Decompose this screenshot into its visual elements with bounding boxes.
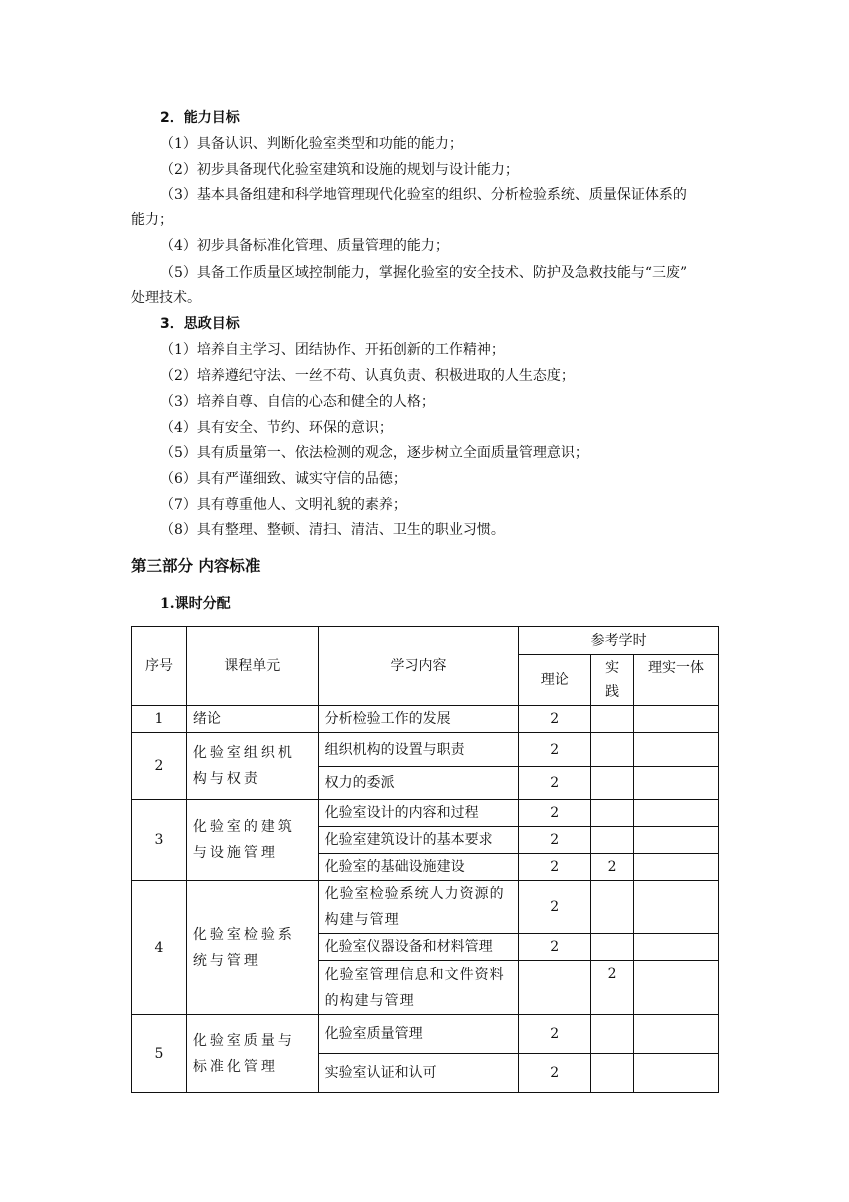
- cell-integrated: [634, 1054, 719, 1093]
- cell-integrated: [634, 1015, 719, 1054]
- cell-content: 化验室的基础设施建设: [318, 854, 519, 881]
- cell-practice: 2: [591, 854, 634, 881]
- ideology-item: （5）具有质量第一、依法检测的观念，逐步树立全面质量管理意识；: [160, 445, 589, 461]
- header-practice: [591, 655, 634, 706]
- header-integrated: 理实一体: [634, 655, 719, 706]
- table-row: [132, 881, 719, 934]
- cell-content: 组织机构的设置与职责: [318, 733, 519, 767]
- cell-theory: 2: [519, 854, 591, 881]
- cell-integrated: [634, 934, 719, 961]
- cell-integrated: [634, 881, 719, 934]
- ability-heading: 2．能力目标: [160, 110, 240, 126]
- cell-content: 分析检验工作的发展: [318, 706, 519, 733]
- header-theory: 理论: [519, 655, 591, 706]
- class-hours-table: [131, 626, 719, 1093]
- cell-theory: 2: [519, 934, 591, 961]
- ability-item: （2）初步具备现代化验室建筑和设施的规划与设计能力；: [160, 162, 519, 178]
- header-hours: 参考学时: [519, 627, 719, 655]
- ideology-item: （6）具有严谨细致、诚实守信的品德；: [160, 471, 407, 487]
- cell-content: 化验室设计的内容和过程: [318, 800, 519, 827]
- ability-item-cont: 能力；: [131, 212, 173, 228]
- cell-practice: [591, 934, 634, 961]
- ability-item: （1）具备认识、判断化验室类型和功能的能力；: [160, 136, 463, 152]
- table-row: [132, 800, 719, 827]
- cell-content: 化验室管理信息和文件资料的构建与管理: [318, 961, 519, 1015]
- cell-no: 5: [132, 1015, 187, 1093]
- cell-theory: 2: [519, 827, 591, 854]
- cell-unit: 化验室检验系统与管理: [186, 881, 318, 1015]
- cell-content: 化验室仪器设备和材料管理: [318, 934, 519, 961]
- cell-practice: [591, 881, 634, 934]
- cell-integrated: [634, 854, 719, 881]
- cell-practice: [591, 767, 634, 800]
- ability-item-cont: 处理技术。: [131, 290, 201, 306]
- cell-no: 4: [132, 881, 187, 1015]
- ideology-item: （7）具有尊重他人、文明礼貌的素养；: [160, 497, 407, 513]
- section-subtitle: 1.课时分配: [160, 596, 231, 612]
- cell-integrated: [634, 706, 719, 733]
- ability-item: （4）初步具备标准化管理、质量管理的能力；: [160, 238, 449, 254]
- header-content: 学习内容: [318, 627, 519, 706]
- cell-content: 权力的委派: [318, 767, 519, 800]
- cell-theory: 2: [519, 881, 591, 934]
- cell-no: 1: [132, 706, 187, 733]
- cell-theory: 2: [519, 733, 591, 767]
- cell-theory: [519, 961, 591, 1015]
- cell-unit: 化验室的建筑与设施管理: [186, 800, 318, 881]
- header-practice-a: 实: [605, 660, 620, 676]
- cell-practice: [591, 706, 634, 733]
- cell-integrated: [634, 961, 719, 1015]
- ideology-item: （2）培养遵纪守法、一丝不苟、认真负责、积极进取的人生态度；: [160, 368, 575, 384]
- cell-theory: 2: [519, 706, 591, 733]
- ideology-item: （3）培养自尊、自信的心态和健全的人格；: [160, 394, 435, 410]
- table-row: [132, 706, 719, 733]
- cell-theory: 2: [519, 800, 591, 827]
- cell-theory: 2: [519, 1015, 591, 1054]
- cell-theory: 2: [519, 1054, 591, 1093]
- header-practice-b: 践: [605, 684, 620, 700]
- cell-practice: 2: [591, 961, 634, 1015]
- cell-no: 2: [132, 733, 187, 800]
- table-row: [132, 733, 719, 767]
- cell-unit: 化验室组织机构与权责: [186, 733, 318, 800]
- cell-content: 化验室质量管理: [318, 1015, 519, 1054]
- ideology-heading: 3．思政目标: [160, 316, 240, 332]
- cell-unit: 绪论: [186, 706, 318, 733]
- cell-integrated: [634, 827, 719, 854]
- cell-practice: [591, 827, 634, 854]
- cell-no: 3: [132, 800, 187, 881]
- cell-integrated: [634, 800, 719, 827]
- cell-unit: 化验室质量与标准化管理: [186, 1015, 318, 1093]
- cell-content: 实验室认证和认可: [318, 1054, 519, 1093]
- cell-practice: [591, 1015, 634, 1054]
- ability-item: （5）具备工作质量区域控制能力，掌握化验室的安全技术、防护及急救技能与“三废”: [160, 265, 688, 281]
- header-unit: 课程单元: [186, 627, 318, 706]
- cell-content: 化验室建筑设计的基本要求: [318, 827, 519, 854]
- cell-practice: [591, 733, 634, 767]
- ability-item: （3）基本具备组建和科学地管理现代化验室的组织、分析检验系统、质量保证体系的: [160, 187, 687, 203]
- cell-integrated: [634, 733, 719, 767]
- part-title: 第三部分 内容标准: [131, 557, 261, 575]
- cell-practice: [591, 1054, 634, 1093]
- header-no: 序号: [132, 627, 187, 706]
- cell-content: 化验室检验系统人力资源的构建与管理: [318, 881, 519, 934]
- ideology-item: （4）具有安全、节约、环保的意识；: [160, 420, 393, 436]
- cell-integrated: [634, 767, 719, 800]
- cell-theory: 2: [519, 767, 591, 800]
- ideology-item: （8）具有整理、整顿、清扫、清洁、卫生的职业习惯。: [160, 522, 505, 538]
- table-row: [132, 1015, 719, 1054]
- ideology-item: （1）培养自主学习、团结协作、开拓创新的工作精神；: [160, 342, 505, 358]
- cell-practice: [591, 800, 634, 827]
